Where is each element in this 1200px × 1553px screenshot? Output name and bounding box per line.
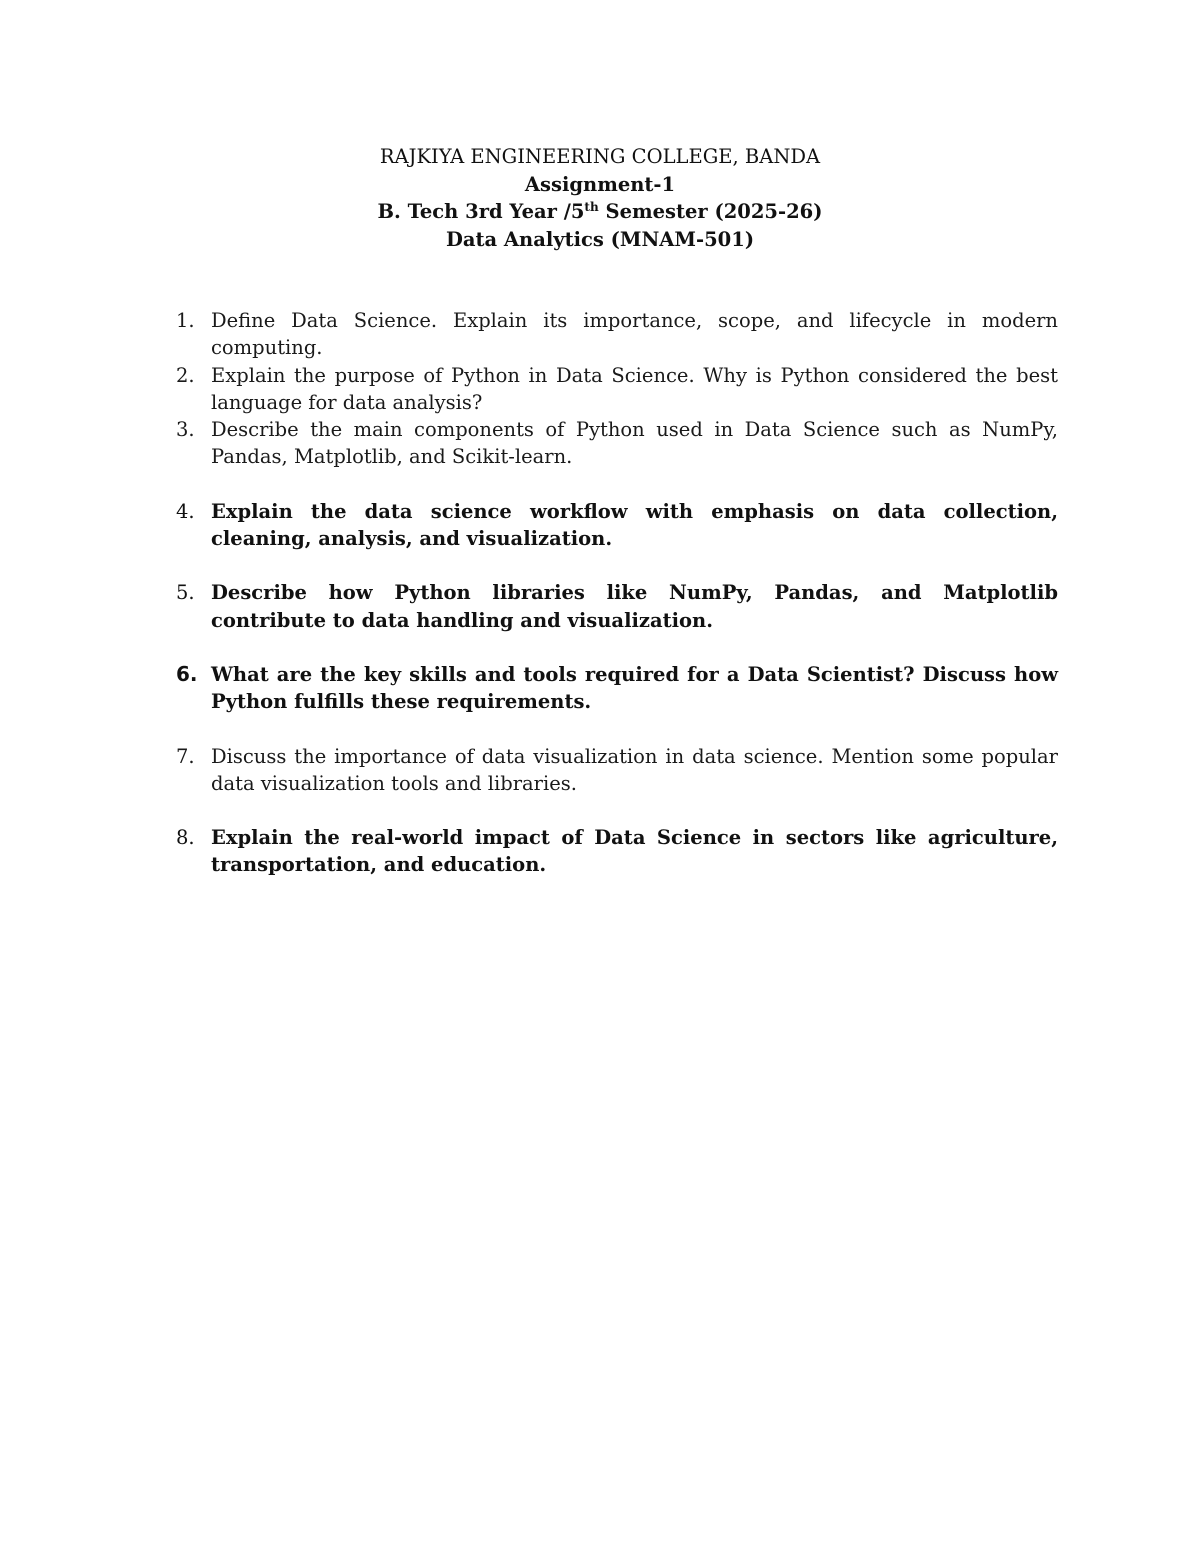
question-number: 6. — [176, 661, 198, 686]
question-text: Define Data Science. Explain its importance, scope, and lifecycle in modern computing. — [211, 309, 1058, 360]
question-item — [176, 743, 1058, 798]
question-number: 5. — [176, 581, 195, 605]
question-list — [176, 307, 1058, 879]
question-item — [176, 661, 1058, 716]
course-info — [0, 198, 1200, 226]
question-number: 3. — [176, 418, 195, 442]
course-superscript: th — [584, 200, 599, 214]
question-number: 2. — [176, 363, 195, 387]
college-name: RAJKIYA ENGINEERING COLLEGE, BANDA — [379, 145, 821, 168]
question-number: 8. — [176, 826, 195, 850]
course-suffix: Semester (2025-26) — [598, 200, 823, 223]
course-prefix: B. Tech 3rd Year /5 — [377, 200, 585, 223]
question-item — [176, 362, 1058, 417]
question-text: Explain the real-world impact of Data Science in sectors like agriculture, transportation, and education. — [211, 826, 1058, 877]
question-number: 7. — [176, 744, 195, 768]
question-item — [176, 824, 1058, 879]
question-text: Explain the purpose of Python in Data Science. Why is Python considered the best language for data analysis? — [211, 363, 1058, 414]
question-item — [176, 416, 1058, 471]
question-item — [176, 498, 1058, 553]
question-text: What are the key skills and tools required for a Data Scientist? Discuss how Python fulfills these requirements. — [211, 662, 1058, 714]
question-text: Discuss the importance of data visualization in data science. Mention some popular data visualization tools and libraries. — [211, 744, 1058, 795]
document-header — [0, 143, 1200, 253]
question-text: Describe how Python libraries like NumPy, Pandas, and Matplotlib contribute to data handling and visualization. — [211, 581, 1058, 632]
question-text: Explain the data science workflow with emphasis on data collection, cleaning, analysis, and visualization. — [211, 499, 1058, 551]
question-number: 4. — [176, 499, 195, 523]
question-text: Describe the main components of Python used in Data Science such as NumPy, Pandas, Matplotlib, and Scikit-learn. — [211, 418, 1058, 469]
subject-title: Data Analytics (MNAM-501) — [445, 227, 755, 251]
question-number: 1. — [176, 309, 195, 332]
question-item — [176, 579, 1058, 634]
assignment-title: Assignment-1 — [524, 172, 676, 196]
question-item — [176, 307, 1058, 362]
